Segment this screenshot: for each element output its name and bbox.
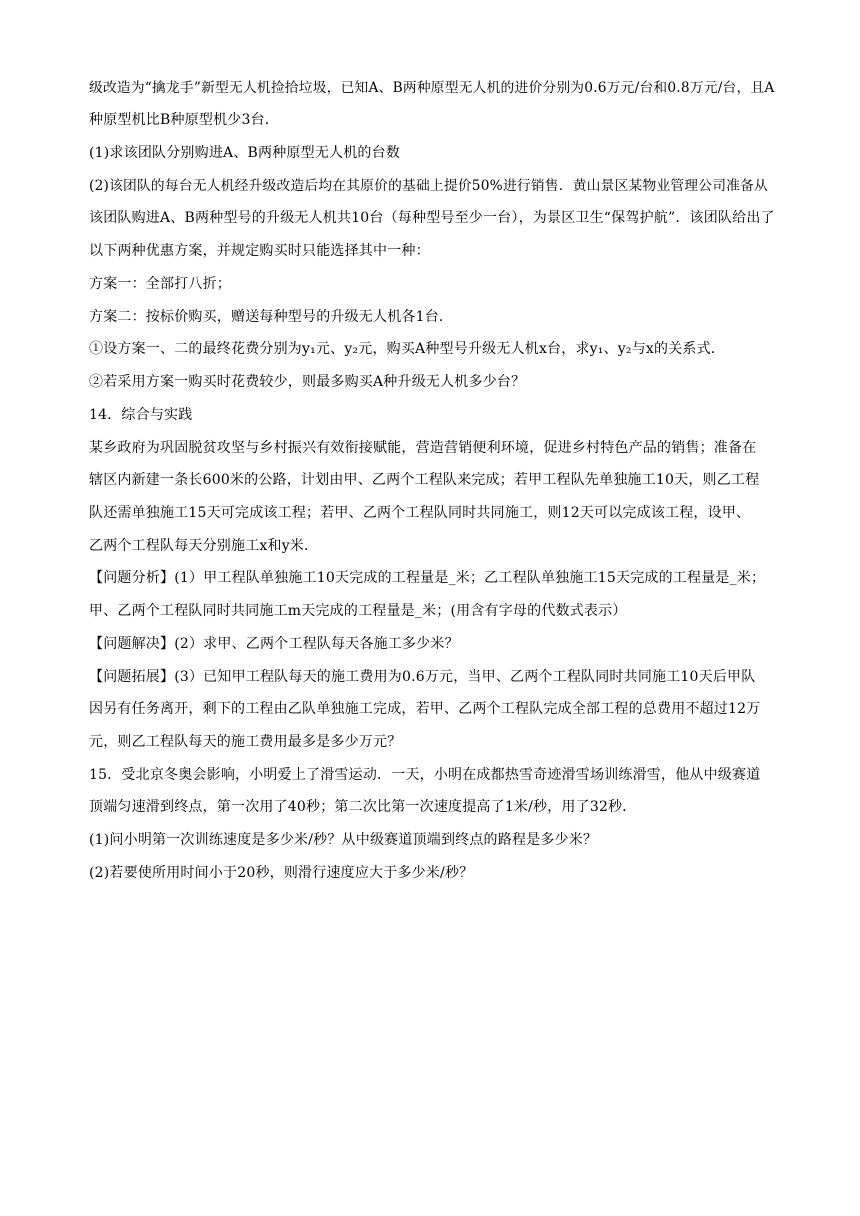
text-line: ②若采用方案一购买时花费较少，则最多购买A种升级无人机多少台？ xyxy=(89,374,526,390)
question-heading: 14．综合与实践 xyxy=(89,407,193,423)
text-line: 该团队购进A、B两种型号的升级无人机共10台（每种型号至少一台），为景区卫生“保驾护航”．该团队给出了 xyxy=(89,210,775,226)
text-line: 【问题拓展】(3）已知甲工程队每天的施工费用为0.6万元，当甲、乙两个工程队同时共同施工10天后甲队 xyxy=(89,669,756,685)
text-line: 种原型机比B种原型机少3台． xyxy=(89,112,279,128)
text-line: (1)问小明第一次训练速度是多少米/秒？从中级赛道顶端到终点的路程是多少米？ xyxy=(89,832,598,848)
text-line: 甲、乙两个工程队同时共同施工m天完成的工程量是_米；(用含有字母的代数式表示） xyxy=(89,603,627,619)
text-line: 辖区内新建一条长600米的公路，计划由甲、乙两个工程队来完成；若甲工程队先单独施工10天，则乙工程 xyxy=(89,472,760,488)
text-line: 以下两种优惠方案，并规定购买时只能选择其中一种： xyxy=(89,243,430,259)
text-line: 方案一：全部打八折； xyxy=(89,276,231,292)
text-line: 顶端匀速滑到终点，第一次用了40秒；第二次比第一次速度提高了1米/秒，用了32秒． xyxy=(89,799,637,815)
text-line: (2)该团队的每台无人机经升级改造后均在其原价的基础上提价50%进行销售．黄山景区某物业管理公司准备从 xyxy=(89,178,768,194)
text-line: (2)若要使所用时间小于20秒，则滑行速度应大于多少米/秒？ xyxy=(89,865,474,881)
text-line: 【问题解决】(2）求甲、乙两个工程队每天各施工多少米？ xyxy=(89,636,459,652)
text-line: 【问题分析】(1）甲工程队单独施工10天完成的工程量是_米；乙工程队单独施工15天完成的工程量是_米； xyxy=(89,570,766,586)
text-line: 乙两个工程队每天分别施工x和y米． xyxy=(89,538,319,554)
text-line: 级改造为“擒龙手”新型无人机捡拾垃圾，已知A、B两种原型无人机的进价分别为0.6万元/台和0.8万元/台，且A xyxy=(89,80,775,96)
text-line: 某乡政府为巩固脱贫攻坚与乡村振兴有效衔接赋能，营造营销便利环境，促进乡村特色产品的销售；准备在 xyxy=(89,440,757,456)
question-heading: 15．受北京冬奥会影响，小明爱上了滑雪运动．一天，小明在成都热雪奇迹滑雪场训练滑雪，他从中级赛道 xyxy=(89,767,761,783)
text-line: 方案二：按标价购买，赠送每种型号的升级无人机各1台． xyxy=(89,309,454,325)
text-line: 元，则乙工程队每天的施工费用最多是多少万元？ xyxy=(89,734,402,750)
text-line: 因另有任务离开，剩下的工程由乙队单独施工完成，若甲、乙两个工程队完成全部工程的总费用不超过12万 xyxy=(89,701,761,717)
text-line: ①设方案一、二的最终花费分别为y₁元、y₂元，购买A种型号升级无人机x台，求y₁、y₂与x的关系式． xyxy=(89,341,725,357)
text-line: (1)求该团队分别购进A、B两种原型无人机的台数 xyxy=(89,145,401,161)
text-line: 队还需单独施工15天可完成该工程；若甲、乙两个工程队同时共同施工，则12天可以完成该工程，设甲、 xyxy=(89,505,751,521)
